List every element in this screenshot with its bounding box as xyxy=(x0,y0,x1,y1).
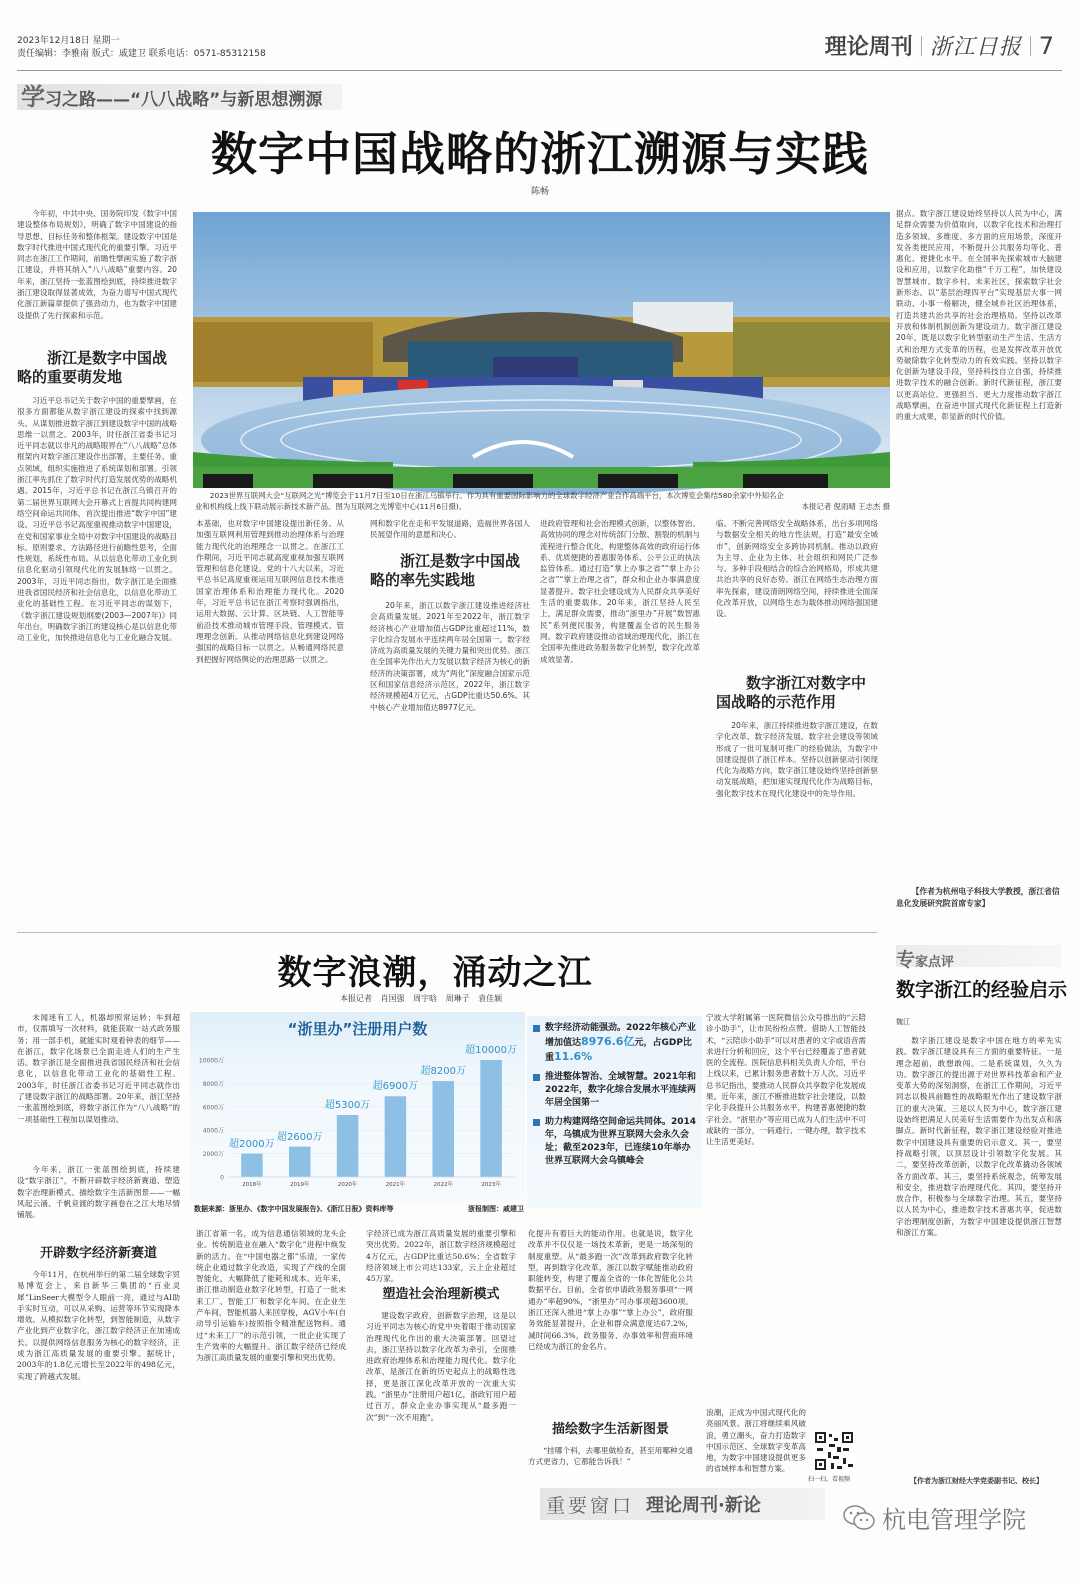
footer-title: 理论周刊·新论 xyxy=(646,1495,761,1516)
fact-item xyxy=(533,1022,698,1065)
masthead xyxy=(825,30,1054,61)
expert-column xyxy=(896,1035,1062,1495)
footer-calligraphy: 重要窗口 xyxy=(546,1494,635,1517)
wechat-icon xyxy=(842,1504,876,1532)
x-tick-label: 2020年 xyxy=(337,1182,358,1188)
y-tick-label: 6000万 xyxy=(202,1104,224,1112)
expert-tag-initial: 专 xyxy=(896,949,916,971)
bar-data-label: 超5300万 xyxy=(324,1099,371,1111)
qr-caption: 扫一扫，看视频 xyxy=(808,1476,851,1483)
article2-col3 xyxy=(366,1228,516,1483)
article1-subhead1: 浙江是数字中国战略的重要萌发地 xyxy=(17,349,168,386)
photo-credit: 本报记者 倪雨晴 王志杰 摄 xyxy=(801,502,890,511)
section-divider xyxy=(17,932,877,933)
article1-col2 xyxy=(196,518,344,923)
article1-byline: 陈畅 xyxy=(530,187,549,197)
article1-col4-text: 进政府管理和社会治理模式创新，以整体智治、高效协同的理念对传统部门分散、割裂的机制与流程进行整合优化，构建整体高效的政府运行体系、优质便捷的普惠服务体系、公平公正的执法监管体系。通过打造“掌上办事之省”“掌上办公之省”“掌上治理之省”，群众和企业办事满意度显著提升。数字社会建设成为人民群众共享美好生活的重要载体。20年来，浙江坚持人民至上，满足群众需要，推动“浙里办”开展“数智惠民”系列便民服务，构建覆盖全省的民生服务网。数字政府建设推动省域治理现代化，浙江在全国率先推进政务服务数字化转型，数字化改革成效显著。 xyxy=(540,519,700,664)
article2-col4 xyxy=(528,1228,693,1483)
x-tick-label: 2022年 xyxy=(433,1182,453,1188)
y-tick-label: 8000万 xyxy=(202,1080,224,1088)
facts-box xyxy=(527,1016,702,1208)
fact-text: 推进整体智治、全域智慧。2021年和2022年，数字化综合发展水平连续两年居全国第一 xyxy=(545,1072,697,1108)
chart-designer: 浙报制图：戚建卫 xyxy=(468,1205,524,1213)
article2-col1 xyxy=(17,1012,180,1482)
y-tick-label: 0 xyxy=(220,1174,224,1182)
article2-subhead2: 塑造社会治理新模式 xyxy=(382,1287,500,1302)
footer-banner xyxy=(540,1488,825,1520)
qr-code[interactable] xyxy=(813,1430,855,1472)
article1-section1-text: 习近平总书记关于数字中国的重要擘画，在很多方面都能从数字浙江建设的探索中找到源头。从谋划推进数字浙江到建设数字中国的战略思维一以贯之。2003年，时任浙江省委书记习近平同志就以非凡的战略眼界在“八八战略”总体框架内对数字浙江建设作出部署，主要任务、重点领域，组织实施推进了系统谋划和部署。引领浙江率先抓住了数字时代打造发展优势的战略机遇。2015年，习近平总书记在浙江乌镇召开的第二届世界互联网大会开幕式上首提共同构建网络空间命运共同体，首次提出推进“数字中国”建设。习近平总书记高度重视推动数字中国建设，在党和国家事业全局中对数字中国建设的战略目标、原则要求、方法路径进行前瞻性思考，全面性规划，系统性布局。从以信息化带动工业化到信息化驱动引领现代化的发展脉络一以贯之。2003年，习近平同志指出，数字浙江是全面推进我省国民经济和社会信息化，以信息化带动工业化的基础性工程。在习近平同志的谋划下，《数字浙江建设规划纲要(2003—2007年)》同年出台，明确数字浙江的建设核心是以信息化带动工业化，加快推进信息化与工业化融合发展。 xyxy=(17,396,177,643)
chart-footer xyxy=(194,1204,524,1214)
expo-photo xyxy=(193,212,890,488)
article1-col5 xyxy=(716,518,878,923)
fact-item xyxy=(533,1116,698,1168)
article1-col6 xyxy=(896,208,1062,928)
article2-col2-text: 浙江省第一名，成为信息通信领域的龙头企业。传统制造业在融入“数字化”进程中焕发新的活力。在“中国电器之都”乐清，一家传统企业通过数字化改造，实现了产线的全面智能化，大幅降低了能耗和成本。近年来，浙江推动制造业数字化转型，打造了一批未来工厂、智能工厂和数字化车间。在企业生产车间，智能机器人来回穿梭，AGV小车(自动导引运输车)按照指令精准配送物料。通过“未来工厂”的示范引领，一批企业实现了生产效率的大幅提升。浙江数字经济已经成为浙江高质量发展的重要引擎和突出优势。 xyxy=(196,1229,346,1363)
article1-col6-text: 据点。数字浙江建设始终坚持以人民为中心，满足群众需要为价值取向，以数字化技术和治理打造多领域、多维度、多方面的应用场景，深度开发各类便民应用，不断提升公共服务均等化、普惠化、便捷化水平。在全国率先探索城市大脑建设和应用，以数字化助推“千万工程”，加快建设智慧城市、数字乡村、未来社区，探索数字社会新形态。以“基层治理四平台”实现基层大事一网联动、小事一格解决，健全城乡社区治理体系，打造共建共治共享的社会治理格局。坚持以改革开放和体制机制创新为建设动力。数字浙江建设20年，既是以数字化转型驱动生产生活、生活方式和治理方式变革的历程，也是发挥改革开放优势破除数字化转型动力的有效实践。坚持以数字化创新为建设手段，坚持科技自立自强，持续推进数字技术的融合创新。新时代新征程，浙江要以更高站位、更强担当、更大力度推动数字浙江战略擘画，在奋进中国式现代化新征程上打造新的重大成果，彰显新的时代价值。 xyxy=(896,209,1062,422)
article2-col5-text: 宁波大学附属第一医院微信公众号推出的“云陪诊小助手”，让市民纷纷点赞。借助人工智能技术，“云陪诊小助手”可以对患者的文字或语音需求进行分析和回应，这个平台已经覆盖了患者就医的全流程。医院信息科相关负责人介绍，平台上线以来，已累计服务患者数十万人次。习近平总书记指出，要推动人民群众共享数字化发展成果。近年来，浙江不断推进数字社会建设，以数字化手段提升公共服务水平，构建普惠便捷的数字社会。“浙里办”等应用已成为人们生活中不可或缺的一部分，一码通行、一键办理，数字技术让生活更美好。 xyxy=(706,1013,866,1147)
article1-intro: 今年初，中共中央、国务院印发《数字中国建设整体布局规划》，明确了数字中国建设的指导思想、目标任务和整体框架。建设数字中国是数字时代推进中国式现代化的重要引擎。习近平同志在浙江工作期间，前瞻性擘画实施了数字浙江建设，并将其纳入“八八战略”重要内容。20年来，浙江坚持一张蓝图绘到底，持续推进数字浙江建设取得显著成效，为奋力谱写中国式现代化浙江新篇章提供了强劲动力，也为数字中国建设提供了先行探索和示范。 xyxy=(17,209,177,320)
article1-subhead2: 浙江是数字中国战略的率先实践地 xyxy=(370,552,521,589)
newspaper-logo: 浙江日报 xyxy=(929,35,1022,60)
article2-intro: 未闻迷有工人，机器却照常运转；车到超市，仅需填写一次材料，就能获取一站式政务服务；用一部手机，就能实时观看钟表的细节——在浙江，数字化场景已全面走进人们的生产生活。数字浙江是全面推进我省国民经济和社会信息化，以信息化带动工业化的基础性工程。2003年，时任浙江省委书记习近平同志就作出了建设数字浙江的战略部署。20年来，浙江坚持一张蓝图绘到底，将数字浙江作为“八八战略”的一项基础性工程加以谋划推动。 xyxy=(17,1013,180,1124)
x-tick-label: 2019年 xyxy=(290,1182,310,1188)
article1-col2-text: 本基础，也对数字中国建设提出新任务。从加强互联网利用管理到推动治理体系与治理能力现代化的治理理念一以贯之。在浙江工作期间，习近平同志就高度重视加强互联网管理和信息化建设。党的十八大以来，习近平总书记高度重视运用互联网信息技术推进国家治理体系和治理能力现代化。2020年，习近平总书记在浙江考察时强调指出，运用大数据、云计算、区块链、人工智能等前沿技术推动城市管理手段、管理模式、管理理念创新。从推动网络信息化到建设网络强国的战略目标一以贯之。从畅通网络民意到把握好网络舆论的治理思路一以贯之。 xyxy=(196,519,344,664)
chart-title: “浙里办”注册用户数 xyxy=(287,1020,428,1038)
expo-center-image xyxy=(193,212,890,488)
article2-section1-text: 今年11月，在杭州举行的第二届全球数字贸易博览会上，来自新华三集团的“百业灵犀”LinSeer大模型令人眼前一亮，通过与AI助手实时互动，可以从采购、运营等环节实现降本增效。从模拟数字化转型，到智能制造，从数字产业化到产业数字化，浙江数字经济正在加速成长。以提供网络信息服务为核心的数字经济，正成为浙江高质量发展的重要引擎。据统计，2003年的1.8亿元增长至2022年的498亿元，实现了跨越式发展。 xyxy=(17,1270,180,1381)
article1-author-note: 【作者为杭州电子科技大学教授，浙江省信息化发展研究院首席专家】 xyxy=(896,887,1060,908)
article2-col5 xyxy=(706,1012,866,1482)
chart-bar xyxy=(385,1096,407,1177)
article1-section3-text: 20年来，浙江持续推进数字浙江建设，在数字化改革、数字经济发展、数字社会建设等领域形成了一批可复制可推广的经验做法，为数字中国建设提供了浙江样本。坚持以创新驱动引领现代化为战略方向，数字浙江建设始终坚持创新驱动发展战略，把加速实现现代化作为战略目标，强化数字技术在现代化建设中的先导作用。 xyxy=(716,721,878,798)
chart-bar xyxy=(337,1115,359,1177)
article2-col4-text: 化提升有着巨大的能动作用。也就是说，数字化改革并不仅仅是一场技术革新，更是一场深刻的制度重塑。从“最多跑一次”改革到政府数字化转型，再到数字化改革，浙江以数字赋能推动政府职能转变，构建了覆盖全省的一体化智能化公共数据平台。目前，全省依申请政务服务事项“一网通办”率超90%，“浙里办”可办事项超3600项。浙江还深入推进“掌上办事”“掌上办公”，政府服务效能显著提升，企业和群众满意度达67.2%，减时间66.3%，政务服务、办事效率和营商环境已经成为浙江的金名片。 xyxy=(528,1229,693,1351)
article2-subhead3: 描绘数字生活新图景 xyxy=(551,1422,669,1437)
users-chart xyxy=(190,1012,525,1202)
article2-byline: 本报记者 肖国强 周宇晗 周琳子 袁佳颖 xyxy=(340,994,503,1003)
expert-tag-text: 家点评 xyxy=(915,955,955,970)
chart-bar xyxy=(241,1154,263,1177)
editor-credits: 责任编辑：李雅南 版式：戚建卫 联系电话：0571-85312158 xyxy=(17,49,266,59)
article1-col5-text: 临。不断完善网络安全战略体系，出台多项网络与数据安全相关的地方性法规，打造“最安全城市”，创新网络安全多跨协同机制。推动以政府为主导、企业为主体、社会组织和网民广泛参与、多种手段相结合的综合治网格局，形成共建共治共享的良好态势。浙江在网络生态治理方面率先探索，建设清朗网络空间，持续推进全面深化改革开放，以网络生态为载体推动网络强国建设。 xyxy=(716,519,878,619)
divider xyxy=(921,36,922,56)
article2-headline: 数字浪潮，涌动之江 xyxy=(277,953,593,993)
qr-code-icon xyxy=(813,1430,855,1472)
page-number: 7 xyxy=(1038,31,1054,60)
chart-bar xyxy=(289,1147,311,1177)
section-name: 理论周刊 xyxy=(824,35,913,60)
article1-col3-lead: 网和数字化在走和平发展道路，造福世界各国人民展望作用的意愿和决心。 xyxy=(370,519,530,540)
article1-col3 xyxy=(370,518,530,923)
fact-body: 数字经济动能强劲。2022年核心产业增加值达 xyxy=(545,1023,697,1048)
x-tick-label: 2023年 xyxy=(481,1182,501,1188)
bar-data-label: 超2000万 xyxy=(229,1138,275,1150)
article1-section2-text: 20年来，浙江以数字浙江建设推进经济社会高质量发展。2021年至2022年，浙江数字经济核心产业增加值占GDP比重超过11%，数字化综合发展水平连续两年居全国第一。数字经济成为高质量发展的关键力量和突出优势。浙江在全国率先作出大力发展以数字经济为核心的新经济的决策部署，成为“两化”深度融合国家示范区和国家信息经济示范区，2022年，浙江数字经济规模超4万亿元，占GDP比重达50.6%。其中核心产业增加值达8977亿元。 xyxy=(370,601,530,712)
fact-text: 助力构建网络空间命运共同体。2014年，乌镇成为世界互联网大会永久会址；截至2023年，已连续10年举办世界互联网大会乌镇峰会 xyxy=(545,1117,697,1166)
fact-body: 元，占GDP比重 xyxy=(545,1038,692,1063)
y-tick-label: 4000万 xyxy=(202,1127,224,1135)
expert-text: 数字浙江建设是数字中国在地方的率先实践。数字浙江建设具有三方面的重要特征。一是理念超前，敢想敢闯。二是系统谋划，久久为功。数字浙江的提出源于对世界科技革命和产业变革大势的深刻洞察，在浙江工作期间，习近平同志以极具前瞻性的战略眼光作出了建设数字浙江的重大决策。三是以人民为中心，数字浙江建设始终把满足人民美好生活需要作为出发点和落脚点。新时代新征程，数字浙江建设经验对推进数字中国建设具有重要的启示意义。其一，要坚持战略引领，以顶层设计引领数字化发展。其二，要坚持改革创新，以数字化改革撬动各领域各方面改革。其三，要坚持系统观念，统筹发展和安全，推进数字治理现代化。其四，要坚持开放合作，积极参与全球数字治理。其五，要坚持以人民为中心，推进数字技术普惠共享，促进数字治理制度创新，为数字中国建设提供浙江智慧和浙江方案。 xyxy=(896,1036,1062,1238)
fact-highlight: 11.6% xyxy=(554,1050,593,1063)
column-tag xyxy=(17,84,342,110)
header-rule xyxy=(17,70,1062,71)
column-tag-text: 习之路——“八八战略”与新思想溯源 xyxy=(45,90,323,110)
wechat-watermark xyxy=(842,1500,1026,1535)
article2-para2: 今年来，浙江一张蓝图绘到底，持续建设“数字浙江”，不断开辟数字经济新赛道、塑造数字治理新模式、描绘数字生活新图景——一幅风起云涌、千帆竞渡的数字画卷在之江大地尽情铺展。 xyxy=(17,1165,180,1220)
chart-source: 数据来源：浙里办、《数字中国发展报告》、《浙江日报》资料库等 xyxy=(194,1205,394,1213)
expert-title: 数字浙江的经验启示 xyxy=(896,979,1068,1001)
article2-section2-text: 建设数字政府，创新数字治理，这是以习近平同志为核心的党中央着眼于推动国家治理现代化作出的重大决策部署。回望过去，浙江坚持以数字化改革为牵引，全面推进政府治理体系和治理能力现代化。数字化改革，是浙江在新的历史起点上的战略性选择，更是浙江深化改革开放的一次重大实践。“浙里办”注册用户超1亿，浙政钉用户超过百万，群众企业办事实现从“最多跑一次”到“一次不用跑”。 xyxy=(366,1311,516,1422)
article1-subhead3: 数字浙江对数字中国战略的示范作用 xyxy=(716,674,867,711)
page-meta xyxy=(17,35,266,61)
y-tick-label: 10000万 xyxy=(198,1057,224,1065)
fact-item xyxy=(533,1071,698,1110)
fact-text xyxy=(545,1022,698,1065)
bar-data-label: 超6900万 xyxy=(372,1081,419,1093)
photo-caption xyxy=(195,490,890,512)
bar-data-label: 超10000万 xyxy=(465,1045,517,1056)
column-tag-initial: 学 xyxy=(21,83,45,111)
bullet-square-icon xyxy=(533,1119,540,1126)
x-tick-label: 2021年 xyxy=(385,1182,406,1188)
article2-subhead1: 开辟数字经济新赛道 xyxy=(39,1246,157,1261)
divider xyxy=(1030,36,1031,56)
expert-tag xyxy=(896,945,1061,971)
article1-col1 xyxy=(17,208,177,878)
expert-author: 魏江 xyxy=(896,1018,910,1026)
article1-headline: 数字中国战略的浙江溯源与实践 xyxy=(211,127,869,181)
y-tick-label: 2000万 xyxy=(202,1151,224,1159)
article2-col5-end: 浪潮，正成为中国式现代化的亮丽风景。浙江将继续乘风破浪，勇立潮头，奋力打造数字中国示范区、全球数字变革高地，为数字中国建设提供更多的省域样本和智慧方案。 xyxy=(706,1408,806,1474)
article2-section3-text: “挂哪个科，去哪里做检查，甚至用哪种交通方式更省力，它都能告诉我！” xyxy=(528,1446,693,1467)
fact-highlight: 8976.6亿 xyxy=(581,1035,635,1048)
article1-col4 xyxy=(540,518,700,923)
article2-col2 xyxy=(196,1228,346,1483)
watermark-text: 杭电管理学院 xyxy=(882,1506,1026,1534)
article2-col3-lead: 字经济已成为浙江高质量发展的重要引擎和突出优势。2022年，浙江数字经济规模超过4万亿元，占GDP比重达50.6%；全省数字经济领域上市公司达133家，云上企业超过45万家。 xyxy=(366,1229,516,1284)
bullet-square-icon xyxy=(533,1025,540,1032)
bar-data-label: 超8200万 xyxy=(420,1066,466,1078)
chart-bar xyxy=(432,1081,454,1177)
bar-data-label: 超2600万 xyxy=(277,1131,323,1143)
x-tick-label: 2018年 xyxy=(242,1182,262,1188)
issue-date: 2023年12月18日 星期一 xyxy=(17,36,120,46)
bullet-square-icon xyxy=(533,1074,540,1081)
chart-bar xyxy=(480,1060,502,1177)
expert-author-note: 【作者为浙江财经大学党委副书记、校长】 xyxy=(910,1477,1043,1485)
caption-text: 2023世界互联网大会“互联网之光”博览会于11月7日至10日在浙江乌镇举行。作为具有重要国际影响力的全球数字经济产业合作高端平台，本次博览会集结580余家中外知名企业和机构线上线下联动展示新技术新产品。图为互联网之光博览中心(11月6日摄)。 xyxy=(195,491,784,511)
